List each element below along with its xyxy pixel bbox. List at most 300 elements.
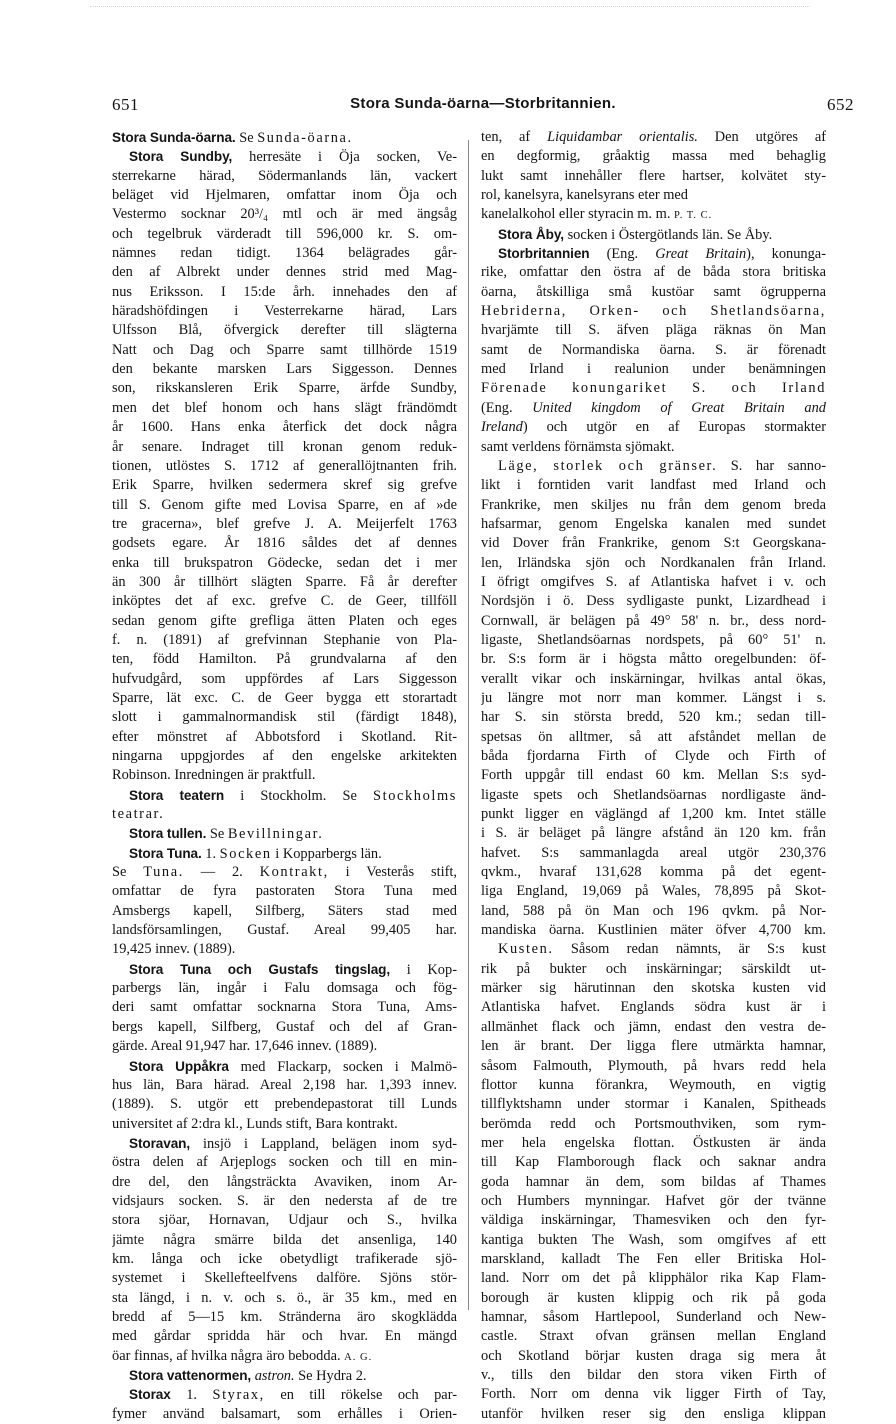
text-segment: häradshöfdingen i Vesterrekarne härad, Lars <box>112 303 457 320</box>
text-line <box>481 1327 826 1346</box>
entry-headword: Stora vattenormen, <box>129 1368 252 1383</box>
text-line <box>112 766 457 785</box>
text-segment: nämnes redan tidigt. 1364 belägrades går- <box>112 245 457 262</box>
text-line <box>481 302 826 321</box>
text-line <box>481 1192 826 1211</box>
text-segment: gärde. Areal 91,947 har. 17,646 innev. (1889). <box>112 1038 378 1055</box>
text-segment: bergs kapell, Silfberg, Gustaf och del af Gran- <box>112 1018 457 1035</box>
text-segment: ligaste, Shetlandsöarnas nordspets, på 60° 51' n. <box>481 631 826 648</box>
text-segment: land. Norr om det på klipphälor rika Kap Flam- <box>481 1270 826 1287</box>
text-segment: till Kap Flamborough flack och saknar andra <box>481 1154 826 1171</box>
text-segment: Se <box>112 864 144 881</box>
text-segment: med gårdar spridda här och hvar. En mängd <box>112 1328 457 1345</box>
text-line <box>112 689 457 708</box>
text-line <box>112 283 457 302</box>
text-segment: (1889). S. utgör ett prebendepastorat till Lunds <box>112 1096 457 1113</box>
text-segment: (Eng. <box>481 399 533 416</box>
text-line <box>112 863 457 882</box>
text-line <box>481 631 826 650</box>
text-line <box>481 244 826 263</box>
text-line <box>112 302 457 321</box>
text-segment: Socken <box>219 845 272 862</box>
text-line <box>481 612 826 631</box>
text-segment: verallt vikar och inskärningar, hvilkas antal ökas, <box>481 670 826 687</box>
text-segment: efter mönstret af Abbotsford i Skotland. Rit- <box>112 728 457 745</box>
text-line <box>112 728 457 747</box>
text-line <box>481 1115 826 1134</box>
text-segment: mandiska öarna. Kustlinien mäter öfver 4,700 km. <box>481 922 826 939</box>
text-line <box>481 1231 826 1250</box>
text-segment: utanför hvilken reser sig den ensliga klippan <box>481 1405 826 1422</box>
text-line <box>481 1057 826 1076</box>
text-line <box>112 1153 457 1172</box>
text-segment: Stockholms <box>373 787 457 804</box>
text-segment: Se <box>235 130 258 146</box>
text-segment: väldiga inskärningar, Thamesviken och den fyr- <box>481 1212 826 1229</box>
text-line <box>112 515 457 534</box>
text-segment: den af Albrekt under dennes strid med Mag- <box>112 264 457 281</box>
text-segment: 1. <box>170 1387 213 1404</box>
column-divider <box>468 140 469 1310</box>
text-line <box>112 1211 457 1230</box>
text-segment: tillflyktshamn under stormar i Kanalen, Spitheads <box>481 1096 826 1113</box>
text-segment: vidsjaurs socken. S. är den nedersta af de tre <box>112 1192 457 1209</box>
text-segment: hufvudgård, som uppfördes af Lars Siggesson <box>112 670 457 687</box>
text-segment: med Flackarp, socken i Malmö- <box>228 1058 457 1075</box>
entry-headword: Storax <box>129 1387 171 1403</box>
text-segment: sedan genom gifte grefliga ätten Platen och eges <box>112 612 457 629</box>
text-segment: S. har sanno- <box>717 457 826 474</box>
text-line <box>481 960 826 979</box>
text-segment: båda fjordarna Firth of Clyde och Firth of <box>481 748 826 764</box>
text-line <box>481 438 826 457</box>
text-line <box>112 554 457 573</box>
text-segment: dre del, den långsträckta Avaviken, inom Ar- <box>112 1173 457 1190</box>
text-line <box>481 1173 826 1192</box>
text-segment: berömda redd och Portsmouthviken, som rym- <box>481 1115 826 1132</box>
text-line <box>112 128 457 147</box>
entry-headword: Stora Sunda-öarna. <box>112 130 236 145</box>
text-line <box>112 167 457 186</box>
text-segment: har S. sin största bredd, 520 km.; sedan till- <box>481 709 826 726</box>
text-segment: tionen, utlöstes S. 1712 af generallöjtnanten frih. <box>112 457 457 474</box>
text-segment: och Skotland börjar kusten draga sig mera åt <box>481 1347 826 1364</box>
text-segment: Atlantiska hafvet. Englands södra kust är i <box>481 999 826 1016</box>
text-line <box>481 805 826 824</box>
text-line <box>481 128 826 147</box>
text-segment: landsförsamlingen, Gustaf. Areal 99,405 har. <box>112 922 457 939</box>
text-line <box>481 341 826 360</box>
text-segment: Nordsjön i ö. Dess sydligaste punkt, Lizardhead i <box>481 593 826 610</box>
text-segment: mer hela engelska flottan. Östkusten är ända <box>481 1134 826 1151</box>
text-segment: godsets egare. År 1816 såldes det af dennes <box>112 535 457 552</box>
text-segment: Erik Sparre, hvilken sedermera skref sig grefve <box>112 477 457 494</box>
text-segment: rike, omfattar den östra af de båda stora britiska <box>481 264 826 281</box>
text-segment: borough är kusten klippig och rik på goda <box>481 1289 826 1306</box>
text-line <box>481 321 826 340</box>
text-line <box>112 225 457 244</box>
text-segment: Frankrike, men skiljes nu från dem genom breda <box>481 496 826 513</box>
text-segment: öar finnas, af hvilka några äro bebodda. <box>112 1347 345 1364</box>
text-line <box>112 1366 457 1385</box>
entry-headword: Stora Uppåkra <box>129 1058 229 1074</box>
text-line <box>481 1269 826 1288</box>
text-line <box>481 399 826 418</box>
text-segment: 1. <box>201 845 220 862</box>
text-segment: son, rikskansleren Erik Sparre, ärfde Sundby, <box>112 380 457 397</box>
text-segment: — 2. <box>183 864 260 881</box>
text-line <box>481 1095 826 1114</box>
text-segment: Se <box>206 826 228 843</box>
text-segment: qvkm., hvaraf 131,628 komma på det egent- <box>481 864 826 881</box>
text-segment: år 1600. Hans enka återfick det dock några <box>112 419 457 436</box>
text-line <box>112 534 457 553</box>
text-line <box>112 321 457 340</box>
text-segment: Cornwall, är belägen på 49° 58' n. br., dess nord- <box>481 612 826 629</box>
text-segment: systemet i Skellefteelfvens dalföre. Sjöns stör- <box>112 1270 457 1287</box>
text-line <box>112 476 457 495</box>
text-line <box>481 283 826 302</box>
text-line <box>481 554 826 573</box>
text-segment: marskland, kalladt The Fen eller Britiska Hol- <box>481 1250 826 1267</box>
text-line <box>112 205 457 224</box>
text-line <box>112 921 457 940</box>
text-segment: den bekante marsken Lars Siggesson. Dennes <box>112 361 457 378</box>
text-line <box>112 786 457 805</box>
scan-edge-noise <box>90 6 810 11</box>
text-line <box>112 1347 457 1366</box>
text-segment: och Humbers mynningar. Hafvet gör der tvänne <box>481 1192 826 1209</box>
text-line <box>481 360 826 379</box>
text-segment: P. T. C. <box>674 210 713 222</box>
text-segment: len är brant. Der ligga flere utmärkta hamnar, <box>481 1038 826 1055</box>
text-line <box>112 902 457 921</box>
text-line <box>112 418 457 437</box>
text-line <box>112 186 457 205</box>
text-segment: rik på bukter och inskärningar; särskildt ut- <box>481 960 826 977</box>
text-segment: United kingdom of Great Britain and <box>532 399 826 416</box>
text-segment: rol, kanelsyra, kanelsyrans eter med <box>481 187 688 204</box>
entry-headword: Stora teatern <box>129 787 225 803</box>
text-segment: Sunda-öarna. <box>257 130 353 146</box>
text-line <box>481 263 826 282</box>
text-line <box>481 515 826 534</box>
text-segment: sterrekarne härad, Södermanlands län, vackert <box>112 167 457 184</box>
text-segment: beläget vid Hjelmaren, omfattar inom Öja och <box>112 187 457 204</box>
text-segment: Ireland <box>481 419 523 436</box>
text-line <box>481 786 826 805</box>
text-segment: ju längre mot norr man kommer. Längst i s. <box>481 689 826 706</box>
text-line <box>481 824 826 843</box>
text-segment: Tuna. <box>143 864 184 881</box>
text-segment: f. n. (1891) af grefvinnan Stephanie von Pla- <box>112 631 457 648</box>
text-line <box>112 341 457 360</box>
text-segment: Bevillningar. <box>227 826 324 843</box>
text-line <box>112 650 457 669</box>
text-line <box>112 882 457 901</box>
text-line <box>112 438 457 457</box>
text-segment: ligaste spets och Shetlandsöarnas nordligaste änd- <box>481 786 826 803</box>
text-segment: såsom Falmouth, Plymouth, på hvars redd hela <box>481 1057 826 1074</box>
text-line <box>481 979 826 998</box>
text-line <box>481 379 826 398</box>
text-line <box>112 1076 457 1095</box>
text-segment: i Vesterås stift, <box>328 864 457 881</box>
text-line <box>481 689 826 708</box>
text-segment: Vestermo socknar 20³/₄ mtl och är med ängsåg <box>112 206 457 223</box>
text-line <box>481 147 826 166</box>
text-segment: Sparre, lät exc. C. de Geer bygga ett storartadt <box>112 689 457 706</box>
text-segment: Natt och Dag och Sparre samt tillhörde 1519 <box>112 341 457 358</box>
text-line <box>481 882 826 901</box>
text-line <box>481 728 826 747</box>
text-segment: vid Dover från Frankrike, genom S:t Georgskana- <box>481 535 826 552</box>
text-line <box>112 457 457 476</box>
text-line <box>112 960 457 979</box>
text-segment: lukt samt innehåller flere hartser, kolvätet sty- <box>481 167 826 184</box>
text-segment: en degformig, gråaktig massa med behaglig <box>481 148 826 165</box>
text-segment: km. långa och icke obetydligt trafikerade sjö- <box>112 1250 457 1267</box>
text-line <box>112 1308 457 1327</box>
text-segment: och tegelbruk värderadt till 596,000 kr. S. om- <box>112 225 457 242</box>
text-line <box>112 940 457 959</box>
text-line <box>481 1289 826 1308</box>
text-segment: Amsbergs kapell, Silfberg, Säters stad med <box>112 902 457 919</box>
text-segment: teatrar. <box>112 806 165 823</box>
right-column <box>481 128 826 1424</box>
text-segment: Kusten. <box>498 941 554 958</box>
text-segment: Ulfsson Blå, öfvergick derefter till slägterna <box>112 322 457 339</box>
text-line <box>112 612 457 631</box>
text-segment: ningarna uppgjordes af den engelske arkitekten <box>112 748 457 764</box>
text-segment: A. G. <box>344 1351 373 1363</box>
entry-headword: Storavan, <box>129 1135 191 1151</box>
text-line <box>481 844 826 863</box>
entry-headword: Storbritannien <box>498 246 590 262</box>
text-segment: slott i gammalnormandisk stil (färdigt 1848), <box>112 709 457 726</box>
text-line <box>112 360 457 379</box>
text-line <box>112 147 457 166</box>
text-line <box>481 921 826 940</box>
text-segment: Förenade konungariket S. och Irland <box>481 380 826 397</box>
entry-headword: Stora Sundby, <box>129 149 233 165</box>
text-line <box>481 1405 826 1424</box>
text-segment: land, 588 på ön Man och 196 qvkm. på Nor- <box>481 902 826 919</box>
text-line <box>112 1269 457 1288</box>
text-line <box>112 1018 457 1037</box>
text-line <box>481 708 826 727</box>
right-page-number: 652 <box>827 95 854 114</box>
text-segment: astron. <box>254 1368 295 1384</box>
text-line <box>481 1211 826 1230</box>
text-segment: hvarjämte till S. äfven pläga räknas ön Man <box>481 322 826 339</box>
text-line <box>112 263 457 282</box>
text-line <box>481 418 826 437</box>
text-segment: likt i forntiden varit landfast med Irland och <box>481 477 826 494</box>
text-segment: br. S:s form är i högsta måtto oregelbunden: öf- <box>481 651 826 668</box>
text-segment: i Kop- <box>390 961 457 978</box>
text-segment: Styrax, <box>212 1387 265 1404</box>
text-line <box>112 1405 457 1424</box>
text-segment: ) och utgör en af Europas stormakter <box>522 419 826 436</box>
text-segment: Great Britain <box>655 246 747 263</box>
entry-headword: Stora Tuna. <box>129 845 202 861</box>
text-line <box>112 1231 457 1250</box>
text-line <box>112 998 457 1017</box>
text-line <box>112 1250 457 1269</box>
text-segment: Forth uppgår till endast 60 km. Mellan S:s syd- <box>481 767 826 784</box>
text-segment: inköptes det af exc. grefve C. de Geer, tillföll <box>112 593 457 610</box>
text-segment: samt de Normandiska öarna. S. är förenadt <box>481 341 826 358</box>
text-segment: märker sig härutinnan den skotska kusten vid <box>481 980 826 997</box>
left-page-number: 651 <box>112 95 139 114</box>
text-segment: herresäte i Öja socken, Ve- <box>232 149 457 166</box>
text-line <box>112 1095 457 1114</box>
text-line <box>481 863 826 882</box>
text-line <box>112 592 457 611</box>
text-line <box>112 670 457 689</box>
text-segment: Såsom redan nämnts, är S:s kust <box>553 941 826 958</box>
text-segment: sta längd, i n. v. och s. ö., är 35 km., med en <box>112 1289 457 1306</box>
text-segment: allmänhet flack och jämn, endast den vestra de- <box>481 1018 826 1035</box>
text-segment: deri samt omfattar socknarna Stora Tuna, Ams- <box>112 999 457 1016</box>
text-segment: Robinson. Inredningen är praktfull. <box>112 767 316 784</box>
text-segment: Den utgöres af <box>697 129 826 145</box>
text-line <box>481 496 826 515</box>
text-line <box>112 1115 457 1134</box>
text-line <box>112 1327 457 1346</box>
text-segment: kanelalkohol eller styracin m. m. <box>481 206 675 223</box>
text-segment: jämte några smärre bilda det ansenliga, 140 <box>112 1231 457 1248</box>
text-segment: Se Hydra 2. <box>294 1368 367 1384</box>
text-line <box>481 1366 826 1385</box>
text-line <box>112 1192 457 1211</box>
text-segment: stora sjöar, Hornavan, Udjaur och S., hvilka <box>112 1212 457 1229</box>
text-line <box>112 631 457 650</box>
text-line <box>112 399 457 418</box>
text-segment: men det blef honom och hans slägt frändömdt <box>112 399 457 416</box>
text-line <box>481 998 826 1017</box>
text-line <box>481 1308 826 1327</box>
text-segment: I öfrigt omgifves S. af Atlantiska hafvet i v. och <box>481 573 826 590</box>
text-segment: len, Irländska sjön och Nordkanalen från Irland. <box>481 554 826 571</box>
text-segment: hafvet. S:s sammanlagda areal utgör 230,376 <box>481 844 826 861</box>
text-line <box>481 650 826 669</box>
text-segment: Läge, storlek och gränser. <box>498 457 718 474</box>
text-line <box>112 708 457 727</box>
text-segment: enka till brukspatron Gödecke, sedan det i mer <box>112 554 457 571</box>
text-line <box>112 379 457 398</box>
text-segment: Liquidambar orientalis. <box>547 129 698 145</box>
text-segment: socken i Östergötlands län. Se Åby. <box>563 226 773 243</box>
text-line <box>112 844 457 863</box>
text-segment: med Irland i realunion under benämningen <box>481 361 826 378</box>
text-segment: hus län, Bara härad. Areal 2,198 har. 1,393 innev. <box>112 1076 457 1093</box>
entry-headword: Stora tullen. <box>129 826 207 842</box>
text-segment: år senare. Indraget till kronan genom reduk- <box>112 438 457 455</box>
text-segment: hamnar, såsom Hartlepool, Sunderland och New- <box>481 1308 826 1325</box>
text-segment: punkt ligger en väglängd af 1,200 km. Intet ställe <box>481 806 826 823</box>
text-line <box>481 1250 826 1269</box>
text-line <box>481 1076 826 1095</box>
text-line <box>481 476 826 495</box>
text-line <box>481 940 826 959</box>
left-column <box>112 128 457 1424</box>
page-header <box>112 95 854 119</box>
text-segment: ten, född Hamilton. På grundvalarna af den <box>112 651 457 668</box>
text-line <box>112 244 457 263</box>
text-segment: omfattar de fyra pastoraten Stora Tuna med <box>112 883 457 900</box>
text-segment: öarna, åtskilliga små kustöar samt ögrupperna <box>481 283 826 300</box>
text-line <box>481 457 826 476</box>
text-line <box>112 496 457 515</box>
text-segment: ), konunga- <box>746 246 826 263</box>
text-segment: liga England, 19,069 på Wales, 78,895 på Skot- <box>481 883 826 900</box>
text-segment: universitet af 2:dra kl., Lunds stift, Bara kontrakt. <box>112 1115 398 1132</box>
text-segment: fymer använd balsamart, som erhålles i Orien- <box>112 1405 457 1422</box>
text-line <box>481 534 826 553</box>
running-head: Stora Sunda-öarna—Storbritannien. <box>350 95 616 112</box>
text-segment: en till rökelse och par- <box>264 1387 457 1404</box>
text-line <box>481 225 826 244</box>
text-segment: parbergs län, ingår i Falu domsaga och fög- <box>112 980 457 997</box>
text-line <box>112 1289 457 1308</box>
text-line <box>112 1385 457 1404</box>
text-line <box>112 747 457 766</box>
text-line <box>481 747 826 766</box>
text-line <box>481 167 826 186</box>
text-line <box>112 824 457 843</box>
text-segment: tre gracerna», blef grefve J. A. Meijerfelt 1763 <box>112 515 457 532</box>
text-segment: bredd af 5—15 km. Stränderna äro skogklädda <box>112 1308 457 1325</box>
text-segment: i Stockholm. Se <box>224 787 374 804</box>
text-segment: i S. är beläget på längre afstånd än 120 km. från <box>481 825 826 842</box>
text-line <box>481 1153 826 1172</box>
text-segment: till S. Genom gifte med Lovisa Sparre, en af »de <box>112 496 457 513</box>
text-line <box>112 1057 457 1076</box>
text-segment: v., tills den bildar den stora viken Firth of <box>481 1367 826 1383</box>
text-segment: insjö i Lappland, belägen inom syd- <box>190 1135 457 1152</box>
text-line <box>112 1037 457 1056</box>
text-segment: castle. Straxt ofvan gränsen mellan England <box>481 1328 826 1345</box>
text-segment: (Eng. <box>589 246 656 263</box>
text-line <box>112 979 457 998</box>
text-segment: samt verldens förnämsta sjömakt. <box>481 438 675 455</box>
text-line <box>481 1347 826 1366</box>
text-line <box>481 186 826 205</box>
text-segment: kantiga bukten The Wash, som omgifves af ett <box>481 1231 826 1248</box>
text-segment: Forth. Norr om denna vik ligger Firth of Tay, <box>481 1386 826 1403</box>
text-line <box>481 1018 826 1037</box>
text-line <box>481 766 826 785</box>
text-segment: än 300 år tillhört slägten Sparre. Få år derefter <box>112 573 457 590</box>
text-line <box>112 1173 457 1192</box>
text-line <box>112 1134 457 1153</box>
text-segment: nus Eriksson. I 15:de årh. innehades den af <box>112 283 457 300</box>
text-segment: goda hamnar än dem, som bildas af Thames <box>481 1173 826 1190</box>
entry-headword: Stora Tuna och Gustafs tingslag, <box>129 961 391 977</box>
text-line <box>481 1037 826 1056</box>
text-line <box>481 902 826 921</box>
text-line <box>481 1385 826 1404</box>
text-segment: ten, af <box>481 129 548 145</box>
text-line <box>481 205 826 224</box>
text-line <box>481 573 826 592</box>
text-segment: Kontrakt, <box>259 864 329 881</box>
text-segment: i Kopparbergs län. <box>271 845 382 862</box>
text-segment: Hebriderna, Orken- och Shetlandsöarna, <box>481 303 826 320</box>
text-segment: östra delen af Arjeplogs socken och till en min- <box>112 1154 457 1171</box>
